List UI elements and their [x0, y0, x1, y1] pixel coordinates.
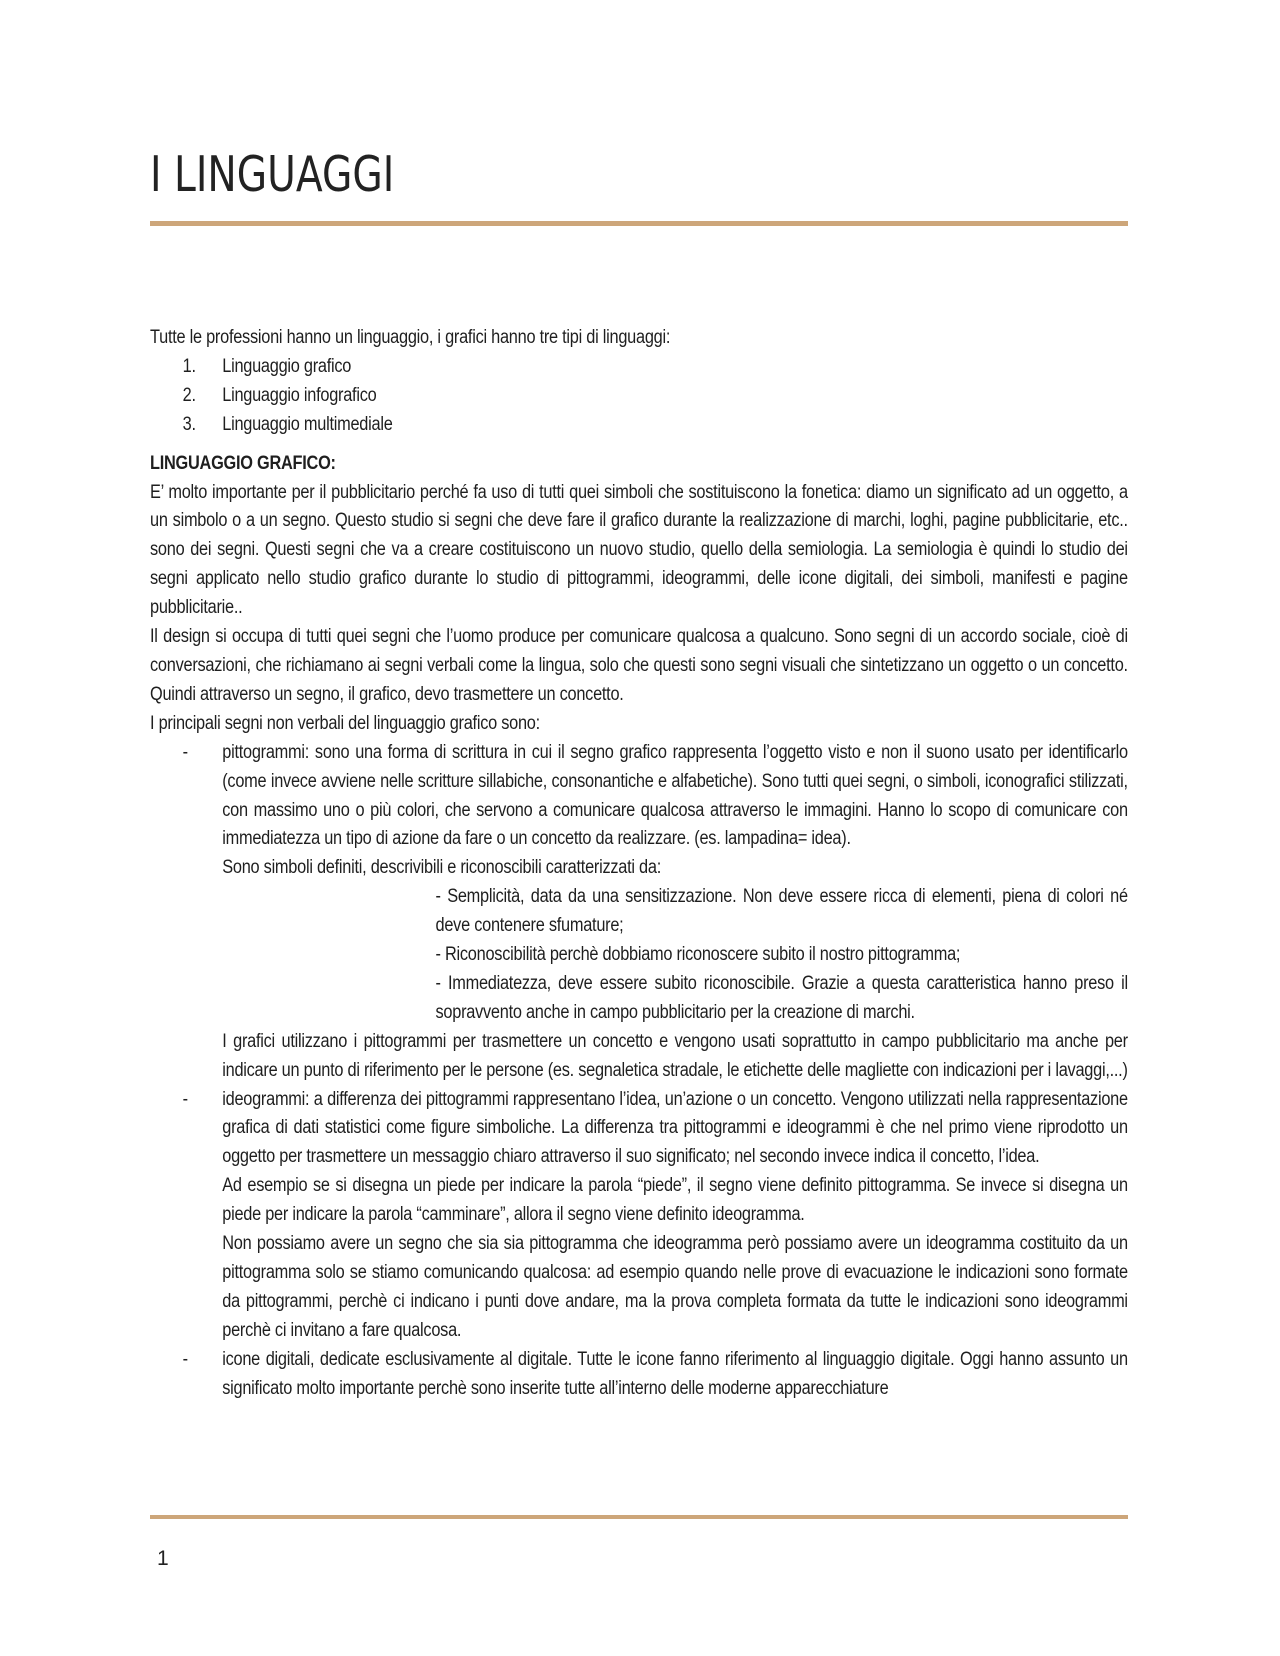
page-title: I LINGUAGGI — [150, 146, 395, 203]
dash-bullet: - — [182, 741, 188, 763]
paragraph: icone digitali, dedicate esclusivamente al digitale. Tutte le icone fanno riferimento al linguaggio digitale. Oggi hanno assunto un significato molto importante perchè sono inserite tutte all’interno delle moderne apparecchiature — [222, 1348, 1128, 1399]
list-item-pittogrammi — [150, 739, 1128, 1086]
list-item — [150, 411, 1128, 440]
paragraph: I principali segni non verbali del linguaggio grafico sono: — [150, 712, 540, 734]
list-item — [150, 353, 1128, 382]
list-item-body — [222, 1346, 1128, 1404]
dash-bullet: - — [182, 1088, 188, 1110]
list-item — [150, 382, 1128, 411]
traits-list — [436, 883, 1128, 1028]
paragraph: E’ molto importante per il pubblicitario perché fa uso di tutti quei simboli che sostituiscono la fonetica: diamo un significato ad un oggetto, a un simbolo o a un segno. Questo studio si segni che deve fare il grafico durante la realizzazione di marchi, loghi, pagine pubblicitarie, etc.. sono dei segni. Questi segni che va a creare costituiscono un nuovo studio, quello della semiologia. La semiologia è quindi lo studio dei segni applicato nello studio grafico durante lo studio di pittogrammi, ideogrammi, delle icone digitali, dei simboli, manifesti e pagine pubblicitarie.. — [150, 481, 1128, 619]
body-text — [150, 324, 1128, 1404]
section-heading: LINGUAGGIO GRAFICO: — [150, 452, 336, 474]
list-item-body — [222, 739, 1128, 1086]
paragraph: ideogrammi: a differenza dei pittogrammi rappresentano l’idea, un’azione o un concetto. Vengono utilizzati nella rappresentazione grafica di dati statistici come figure simboliche. La differenza tra pittogrammi e ideogrammi è che nel primo viene riprodotto un oggetto per trasmettere un messaggio chiaro attraverso il suo significato; nel secondo invece indica il concetto, l’idea. — [222, 1088, 1128, 1168]
footer-rule — [150, 1515, 1128, 1519]
paragraph: I grafici utilizzano i pittogrammi per trasmettere un concetto e vengono usati soprattutto in campo pubblicitario ma anche per indicare un punto di riferimento per le persone (es. segnaletica stradale, le etichette delle magliette con indicazioni per i lavaggi,...) — [222, 1030, 1128, 1081]
trait-item: - Riconoscibilità perchè dobbiamo riconoscere subito il nostro pittogramma; — [435, 944, 961, 966]
list-item-ideogrammi — [150, 1086, 1128, 1346]
languages-list — [150, 353, 1128, 440]
list-item-label: Linguaggio infografico — [222, 384, 377, 406]
dash-bullet: - — [182, 1348, 188, 1370]
list-number: 2. — [182, 384, 196, 406]
signs-list — [150, 739, 1128, 1404]
paragraph: Ad esempio se si disegna un piede per indicare la parola “piede”, il segno viene definito pittogramma. Se invece si disegna un piede per indicare la parola “camminare”, allora il segno viene definito ideogramma. — [222, 1175, 1128, 1226]
paragraph: pittogrammi: sono una forma di scrittura in cui il segno grafico rappresenta l’oggetto visto e non il suono usato per identificarlo (come invece avviene nelle scritture sillabiche, consonantiche e alfabetiche). Sono tutti quei segni, o simboli, iconografici stilizzati, con massimo uno o più colori, che servono a comunicare qualcosa attraverso le immagini. Hanno lo scopo di comunicare con immediatezza un tipo di azione da fare o un concetto da realizzare. (es. lampadina= idea). — [222, 741, 1128, 850]
list-item-label: Linguaggio grafico — [222, 355, 352, 377]
trait-item: - Semplicità, data da una sensitizzazione. Non deve essere ricca di elementi, piena di colori né deve contenere sfumature; — [435, 886, 1128, 937]
paragraph: Sono simboli definiti, descrivibili e riconoscibili caratterizzati da: — [222, 857, 661, 879]
title-underline — [150, 221, 1128, 226]
list-number: 3. — [182, 413, 196, 435]
paragraph: Non possiamo avere un segno che sia sia pittogramma che ideogramma però possiamo avere un ideogramma costituito da un pittogramma solo se stiamo comunicando qualcosa: ad esempio quando nelle prove di evacuazione le indicazioni sono formate da pittogrammi, perchè ci indicano i punti dove andare, ma la prova completa formata da tutte le indicazioni sono ideogrammi perchè ci invitano a fare qualcosa. — [222, 1233, 1128, 1341]
list-item-icone-digitali — [150, 1346, 1128, 1404]
paragraph: Il design si occupa di tutti quei segni che l’uomo produce per comunicare qualcosa a qualcuno. Sono segni di un accordo sociale, cioè di conversazioni, che richiamano ai segni verbali come la lingua, solo che questi sono segni visuali che sintetizzano un oggetto o un concetto. Quindi attraverso un segno, il grafico, devo trasmettere un concetto. — [150, 626, 1128, 705]
list-item-body — [222, 1086, 1128, 1346]
page-number: 1 — [157, 1547, 169, 1570]
list-item-label: Linguaggio multimediale — [222, 413, 393, 435]
list-number: 1. — [182, 355, 196, 377]
trait-item: - Immediatezza, deve essere subito riconoscibile. Grazie a questa caratteristica hanno preso il sopravvento anche in campo pubblicitario per la creazione di marchi. — [435, 972, 1128, 1023]
intro-paragraph: Tutte le professioni hanno un linguaggio, i grafici hanno tre tipi di linguaggi: — [150, 327, 671, 348]
